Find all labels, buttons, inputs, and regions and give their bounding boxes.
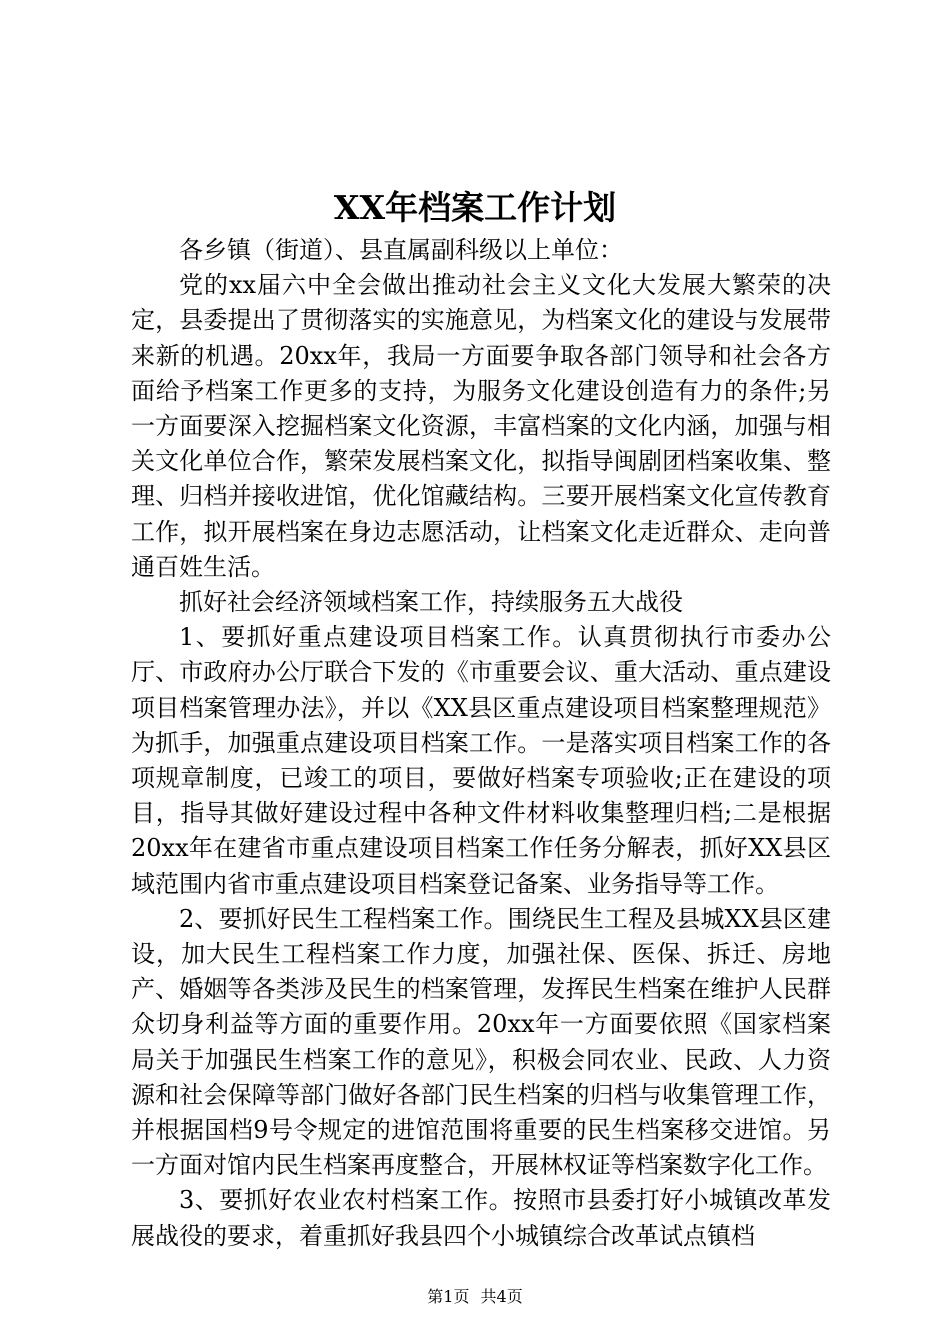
document-title: XX年档案工作计划 xyxy=(333,188,617,227)
page-number: 第1页 xyxy=(427,1287,470,1306)
body-paragraph: 2、要抓好民生工程档案工作。围绕民生工程及县城XX县区建设，加大民生工程档案工作力度，加强社保、医保、拆迁、房地产、婚姻等各类涉及民生的档案管理，发挥民生档案在维护人民群众切身利益等方面的重要作用。20xx年一方面要依照《国家档案局关于加强民生档案工作的意见》，积极会同农业、民政、人力资源和社会保障等部门做好各部门民生档案的归档与收集管理工作，并根据国档9号令规定的进馆范围将重要的民生档案移交进馆。另一方面对馆内民生档案再度整合，开展林权证等档案数字化工作。 xyxy=(131,904,831,1180)
page-total: 共4页 xyxy=(480,1287,523,1306)
body-paragraph: 3、要抓好农业农村档案工作。按照市县委打好小城镇改革发展战役的要求，着重抓好我县四个小城镇综合改革试点镇档 xyxy=(131,1186,831,1250)
body-paragraph: 1、要抓好重点建设项目档案工作。认真贯彻执行市委办公厅、市政府办公厅联合下发的《市重要会议、重大活动、重点建设项目档案管理办法》，并以《XX县区重点建设项目档案整理规范》为抓手，加强重点建设项目档案工作。一是落实项目档案工作的各项规章制度，已竣工的项目，要做好档案专项验收;正在建设的项目，指导其做好建设过程中各种文件材料收集整理归档;二是根据20xx年在建省市重点建设项目档案工作任务分解表，抓好XX县区域范围内省市重点建设项目档案登记备案、业务指导等工作。 xyxy=(131,623,831,898)
body-paragraph: 党的xx届六中全会做出推动社会主义文化大发展大繁荣的决定，县委提出了贯彻落实的实施意见，为档案文化的建设与发展带来新的机遇。20xx年，我局一方面要争取各部门领导和社会各方面给予档案工作更多的支持，为服务文化建设创造有力的条件;另一方面要深入挖掘档案文化资源，丰富档案的文化内涵，加强与相关文化单位合作，繁荣发展档案文化，拟指导闽剧团档案收集、整理、归档并接收进馆，优化馆藏结构。三要开展档案文化宣传教育工作，拟开展档案在身边志愿活动，让档案文化走近群众、走向普通百姓生活。 xyxy=(131,271,831,581)
document-body xyxy=(131,233,831,1254)
salutation-paragraph: 各乡镇（街道）、县直属副科级以上单位： xyxy=(179,236,623,264)
page-footer xyxy=(0,1287,950,1307)
section-heading: 抓好社会经济领域档案工作，持续服务五大战役 xyxy=(179,588,683,617)
